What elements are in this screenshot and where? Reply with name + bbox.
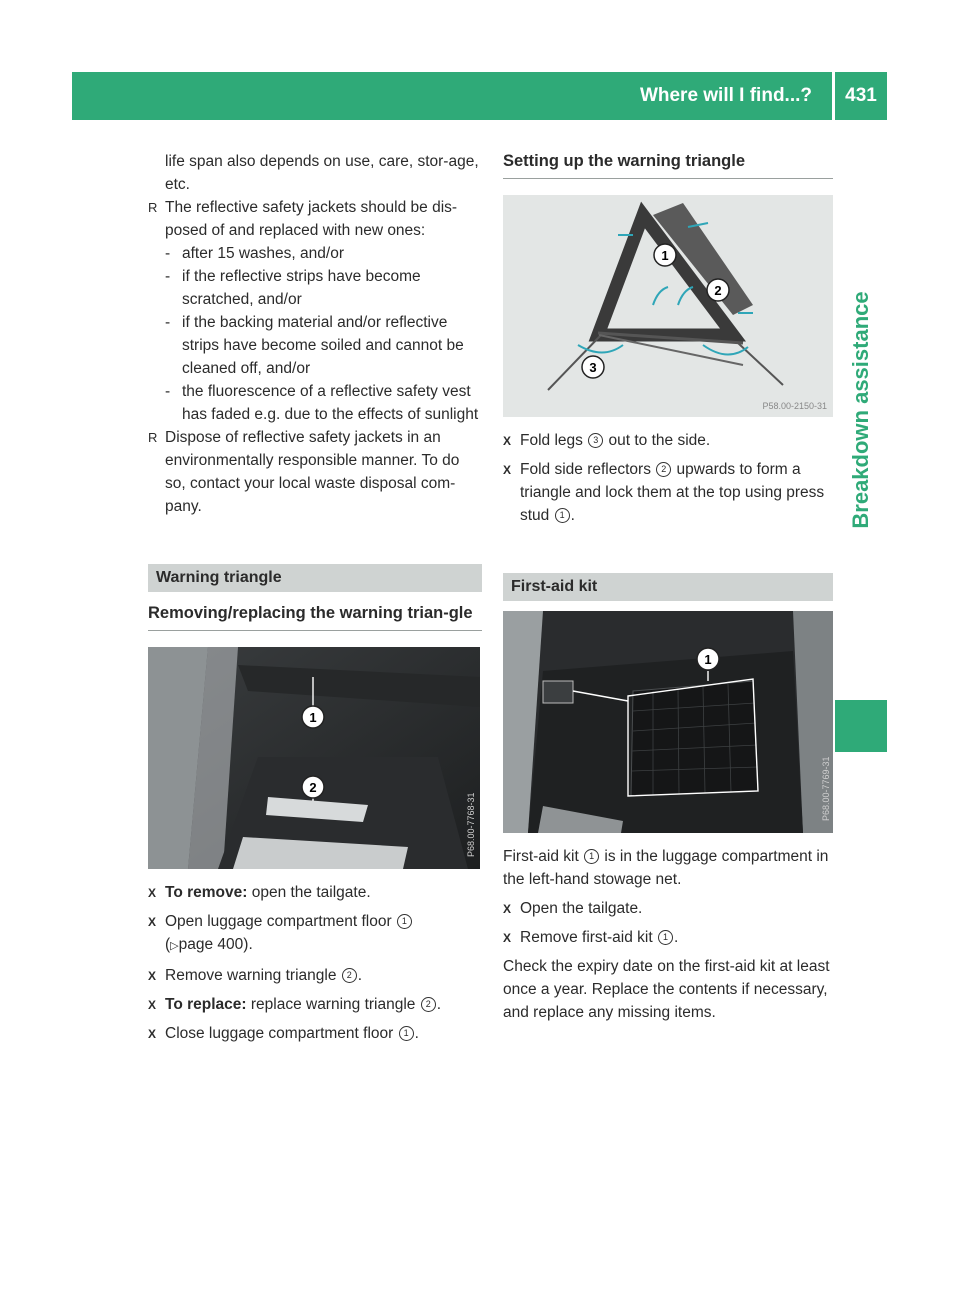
callout-1 <box>697 648 719 670</box>
page-ref-link[interactable]: page 400). <box>178 936 253 953</box>
dash-text: the fluorescence of a reflective safety vest has faded e.g. due to the effects of sunlight <box>182 383 479 423</box>
dash-icon: - <box>165 245 171 262</box>
callout-ref-1: 1 <box>555 508 570 523</box>
paragraph: First-aid kit 1 is in the luggage compartment in the left-hand stowage net. <box>503 848 829 888</box>
bullet-text: Dispose of reflective safety jackets in an environmentally responsible manner. To do so, contact your local waste disposal com-pany. <box>165 429 460 515</box>
right-column <box>503 150 833 1024</box>
bullet-icon: R <box>148 200 158 215</box>
dash-item <box>148 311 482 380</box>
callout-ref-3: 3 <box>588 433 603 448</box>
step-icon: X <box>148 886 157 900</box>
section-header-first-aid-kit: First-aid kit <box>503 573 833 601</box>
figure-luggage-warning-triangle <box>148 647 480 869</box>
svg-text:2: 2 <box>309 780 317 795</box>
header-bar <box>72 72 832 120</box>
dash-text: if the reflective strips have become scratched, and/or <box>182 268 421 308</box>
svg-text:1: 1 <box>704 652 712 667</box>
dash-item <box>148 380 482 426</box>
callout-2 <box>302 776 324 798</box>
step-icon: X <box>503 434 512 448</box>
step-icon: X <box>148 1027 157 1041</box>
step-icon: X <box>148 998 157 1012</box>
step-icon: X <box>503 463 512 477</box>
bullet-icon: R <box>148 430 158 445</box>
dash-icon: - <box>165 268 171 285</box>
step-item: X Close luggage compartment floor 1 . <box>148 1022 482 1045</box>
subheading-setting-up: Setting up the warning triangle <box>503 150 833 179</box>
figure-code: P68.00-7768-31 <box>466 792 476 857</box>
svg-text:1: 1 <box>661 248 669 263</box>
dash-item <box>148 242 482 265</box>
callout-2 <box>707 279 729 301</box>
step-item: X Fold legs 3 out to the side. <box>503 429 833 452</box>
side-tab-label: Breakdown assistance <box>848 291 873 529</box>
svg-text:3: 3 <box>589 360 597 375</box>
page-title: Where will I find...? <box>639 85 812 106</box>
side-tab-marker <box>835 700 887 752</box>
paragraph: Check the expiry date on the first-aid kit at least once a year. Replace the contents if necessary, and replace any missing items. <box>503 958 830 1021</box>
left-column <box>148 150 482 1051</box>
callout-ref-1: 1 <box>584 849 599 864</box>
callout-1 <box>302 706 324 728</box>
step-icon: X <box>503 931 512 945</box>
step-item: X Remove first-aid kit 1 . <box>503 926 833 949</box>
subheading-removing-replacing: Removing/replacing the warning trian-gle <box>148 602 482 631</box>
step-item: X Fold side reflectors 2 upwards to form a triangle and lock them at the top using press stud 1 . <box>503 461 825 524</box>
side-tab <box>835 125 887 695</box>
bullet-text: The reflective safety jackets should be dis-posed of and replaced with new ones: <box>165 199 458 239</box>
callout-ref-1: 1 <box>397 914 412 929</box>
callout-ref-2: 2 <box>656 462 671 477</box>
callout-3 <box>582 356 604 378</box>
step-item: X To replace: replace warning triangle 2 . <box>148 993 482 1016</box>
step-icon: X <box>503 902 512 916</box>
callout-ref-1: 1 <box>399 1026 414 1041</box>
figure-code: P58.00-2150-31 <box>762 401 827 411</box>
step-icon: X <box>148 915 157 929</box>
page-number: 431 <box>835 72 887 120</box>
step-item: X Open luggage compartment floor 1 (▷page 400). <box>148 910 482 958</box>
figure-warning-triangle-setup <box>503 195 835 417</box>
bullet-item <box>148 196 482 242</box>
callout-ref-2: 2 <box>342 968 357 983</box>
figure-first-aid-kit <box>503 611 835 833</box>
dash-text: if the backing material and/or reflective strips have become soiled and cannot be cleaned off, and/or <box>182 314 464 377</box>
step-item: X Open the tailgate. <box>503 897 833 920</box>
callout-ref-1: 1 <box>658 930 673 945</box>
continued-text: life span also depends on use, care, stor-age, etc. <box>165 153 479 193</box>
step-icon: X <box>148 969 157 983</box>
section-header-warning-triangle: Warning triangle <box>148 564 482 592</box>
dash-text: after 15 washes, and/or <box>182 245 344 262</box>
callout-1 <box>654 244 676 266</box>
svg-text:1: 1 <box>309 710 317 725</box>
dash-icon: - <box>165 383 171 400</box>
dash-icon: - <box>165 314 171 331</box>
bullet-item <box>148 426 482 518</box>
step-item: X To remove: open the tailgate. <box>148 881 482 904</box>
callout-ref-2: 2 <box>421 997 436 1012</box>
step-item: X Remove warning triangle 2 . <box>148 964 482 987</box>
dash-item <box>148 265 482 311</box>
page-ref-arrow-icon: ▷ <box>170 940 179 952</box>
figure-code: P68.00-7769-31 <box>821 756 831 821</box>
svg-text:2: 2 <box>714 283 722 298</box>
